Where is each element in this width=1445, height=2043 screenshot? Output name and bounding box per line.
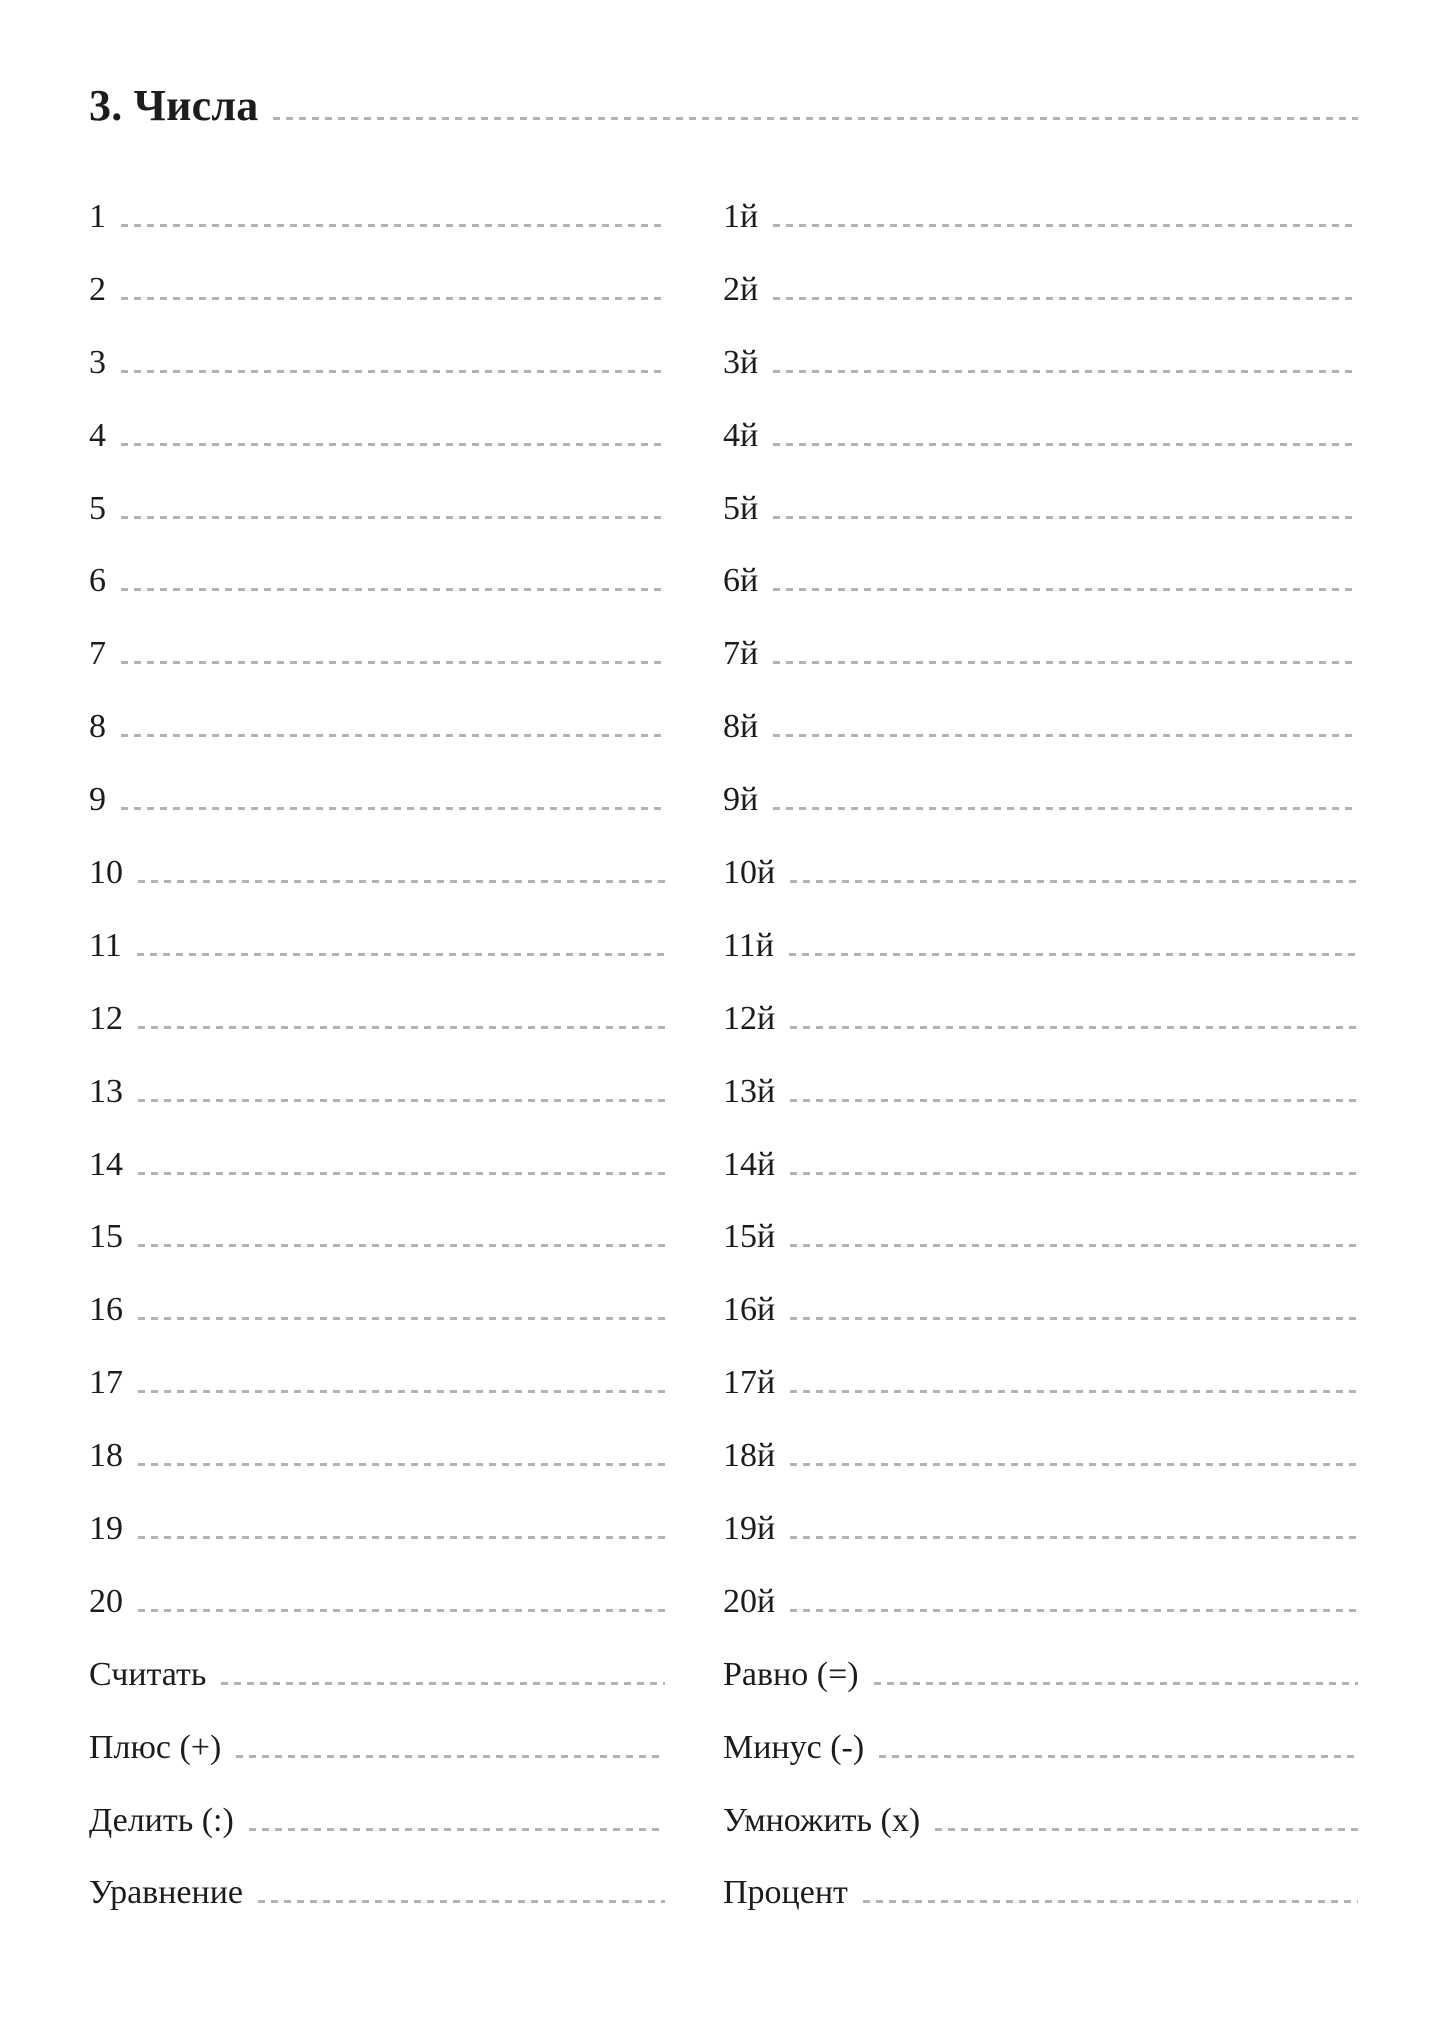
vocab-row [89,1728,665,1801]
answer-line [773,588,1358,591]
answer-line [789,953,1358,956]
vocab-row [723,999,1358,1072]
right-column [723,197,1358,1946]
term-label: 19 [89,1510,123,1548]
answer-line [138,1244,665,1247]
term-label: 14 [89,1145,123,1183]
term-label: Умножить (x) [723,1801,921,1839]
answer-line [773,297,1358,300]
term-label: 14й [723,1145,776,1183]
answer-line [138,1609,665,1612]
answer-line [879,1755,1358,1758]
answer-line [121,588,665,591]
vocab-row [723,780,1358,853]
term-label: 4 [89,416,106,454]
answer-line [138,1536,665,1539]
answer-line [790,1099,1358,1102]
term-label: 11 [89,926,122,964]
answer-line [221,1682,665,1685]
answer-line [121,370,665,373]
term-label: 10й [723,854,776,892]
title-rule-line [273,117,1358,120]
answer-line [790,1463,1358,1466]
term-label: 15 [89,1218,123,1256]
term-label: 3 [89,343,106,381]
answer-line [121,661,665,664]
term-label: 2й [723,270,759,308]
term-label: 15й [723,1218,776,1256]
term-label: 20 [89,1582,123,1620]
answer-line [138,1317,665,1320]
answer-line [773,661,1358,664]
term-label: 7й [723,635,759,673]
term-label: 5 [89,489,106,527]
term-label: Равно (=) [723,1655,859,1693]
term-label: 12й [723,999,776,1037]
term-label: 16й [723,1291,776,1329]
vocab-row [723,561,1358,634]
answer-line [138,1099,665,1102]
vocab-row [723,1217,1358,1290]
answer-line [935,1828,1358,1831]
page-title: 3. Числа [89,81,259,130]
term-label: 9й [723,781,759,819]
answer-line [790,1390,1358,1393]
term-label: 13й [723,1072,776,1110]
term-label: 9 [89,781,106,819]
term-label: 12 [89,999,123,1037]
vocab-row [723,1145,1358,1218]
answer-line [138,1172,665,1175]
term-label: 2 [89,270,106,308]
answer-line [790,1317,1358,1320]
term-label: 6й [723,562,759,600]
vocab-row [723,1363,1358,1436]
vocab-row [89,853,665,926]
term-label: 18й [723,1437,776,1475]
answer-line [773,807,1358,810]
vocab-row [723,1873,1358,1946]
answer-line [249,1828,665,1831]
answer-line [236,1755,665,1758]
answer-line [121,297,665,300]
vocab-row [89,270,665,343]
answer-line [138,1463,665,1466]
answer-line [121,443,665,446]
vocab-row [89,1072,665,1145]
answer-line [773,516,1358,519]
term-label: 16 [89,1291,123,1329]
vocab-row [89,1145,665,1218]
term-label: Плюс (+) [89,1728,222,1766]
answer-line [773,224,1358,227]
term-label: Процент [723,1874,848,1912]
answer-line [790,1609,1358,1612]
vocab-columns [89,197,1358,1946]
term-label: 20й [723,1582,776,1620]
vocab-row [723,1728,1358,1801]
vocab-row [723,197,1358,270]
vocab-row [723,853,1358,926]
term-label: 1 [89,198,106,235]
vocab-row [89,1582,665,1655]
vocab-row [89,343,665,416]
vocab-row [723,270,1358,343]
term-label: 18 [89,1437,123,1475]
vocab-row [89,1509,665,1582]
vocab-row [89,926,665,999]
answer-line [790,1536,1358,1539]
vocab-row [723,1655,1358,1728]
answer-line [121,516,665,519]
vocab-row [723,1290,1358,1363]
vocab-row [723,1509,1358,1582]
answer-line [790,1172,1358,1175]
answer-line [121,224,665,227]
answer-line [773,370,1358,373]
answer-line [258,1900,665,1903]
vocab-row [723,1436,1358,1509]
vocab-row [89,489,665,562]
answer-line [773,443,1358,446]
term-label: Минус (-) [723,1728,865,1766]
vocab-row [89,416,665,489]
term-label: Считать [89,1655,207,1693]
vocab-row [89,1363,665,1436]
term-label: 19й [723,1510,776,1548]
answer-line [790,1244,1358,1247]
vocab-row [723,707,1358,780]
answer-line [863,1900,1358,1903]
title-row [89,82,1358,130]
answer-line [138,880,665,883]
vocab-row [89,1873,665,1946]
vocab-row [89,1801,665,1874]
answer-line [121,807,665,810]
answer-line [790,880,1358,883]
vocab-row [723,1582,1358,1655]
vocab-row [723,926,1358,999]
term-label: 6 [89,562,106,600]
term-label: 11й [723,926,774,964]
vocab-row [89,999,665,1072]
term-label: 8й [723,708,759,746]
term-label: 5й [723,489,759,527]
term-label: 10 [89,854,123,892]
term-label: 8 [89,708,106,746]
vocab-row [89,634,665,707]
answer-line [874,1682,1358,1685]
term-label: 17й [723,1364,776,1402]
vocab-row [89,780,665,853]
vocab-row [89,1436,665,1509]
vocab-row [89,197,665,270]
left-column [89,197,665,1946]
vocab-row [723,416,1358,489]
vocab-row [89,1655,665,1728]
vocab-row [89,1217,665,1290]
vocab-row [723,1072,1358,1145]
vocab-row [89,1290,665,1363]
answer-line [138,1026,665,1029]
answer-line [138,1390,665,1393]
vocab-row [723,489,1358,562]
term-label: 13 [89,1072,123,1110]
term-label: 7 [89,635,106,673]
term-label: 4й [723,416,759,454]
vocab-row [723,634,1358,707]
vocab-row [723,1801,1358,1874]
term-label: Делить (:) [89,1801,234,1839]
vocab-row [723,343,1358,416]
term-label: 3й [723,343,759,381]
answer-line [773,734,1358,737]
vocab-row [89,707,665,780]
term-label: Уравнение [89,1874,243,1912]
answer-line [790,1026,1358,1029]
vocab-row [89,561,665,634]
term-label: 1й [723,198,759,235]
answer-line [137,953,665,956]
answer-line [121,734,665,737]
term-label: 17 [89,1364,123,1402]
